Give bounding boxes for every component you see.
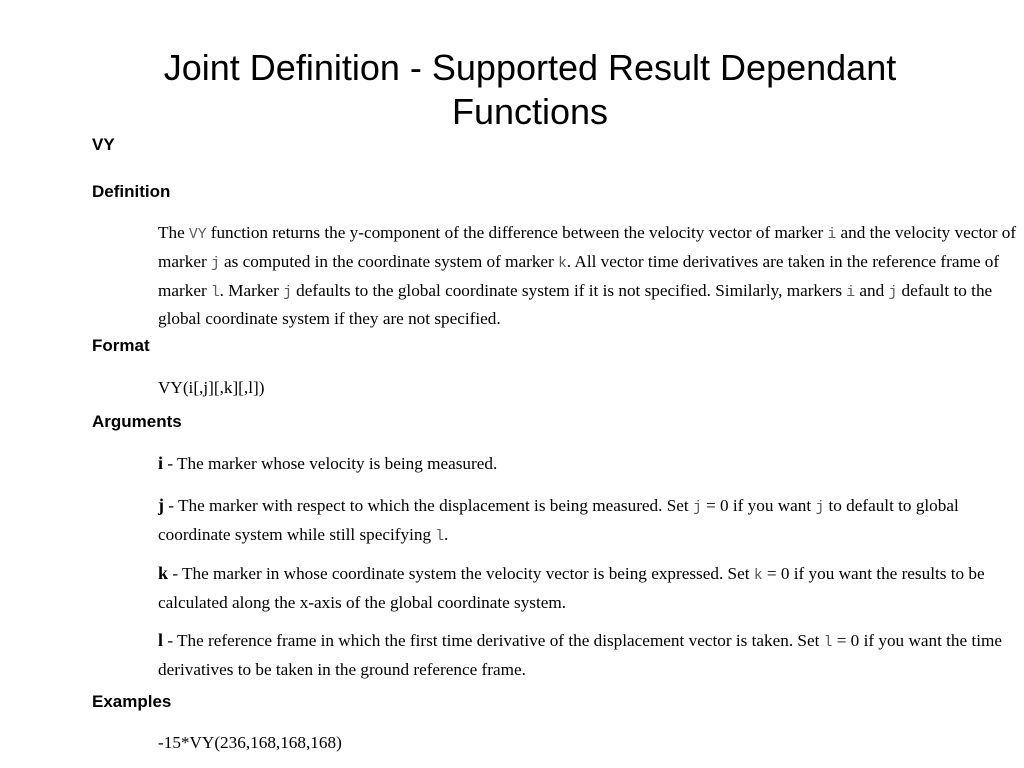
page-title-line-1: Joint Definition - Supported Result Dependant: [163, 47, 897, 88]
definition-text: and: [855, 280, 889, 300]
definition-text: The: [158, 223, 190, 242]
argument-description: - The marker with respect to which the displacement is being measured. Set: [164, 496, 693, 515]
code-term: VY: [189, 227, 207, 243]
argument-name: i: [158, 453, 164, 473]
function-name-heading: VY: [92, 135, 115, 154]
argument-name: l: [158, 630, 164, 650]
definition-text: . Marker: [219, 280, 284, 300]
code-term: i: [846, 284, 856, 301]
definition-text: function returns the y-component of the difference between the velocity vector of marker: [206, 223, 828, 242]
argument-description: - The marker in whose coordinate system the velocity vector is being expressed. Set: [168, 564, 754, 583]
argument-description: .: [444, 524, 449, 544]
definition-text: defaults to the global coordinate system if it is not specified. Similarly, markers: [291, 280, 847, 300]
code-term: j: [888, 284, 898, 301]
argument-description: to default to global coordinate system while still specifying: [158, 496, 959, 544]
code-term: l: [210, 284, 220, 301]
arguments-heading: Arguments: [92, 412, 182, 431]
argument-description: = 0 if you want: [701, 496, 816, 515]
format-heading: Format: [92, 336, 150, 355]
argument-description: - The marker whose velocity is being measured.: [163, 454, 498, 473]
code-term: j: [210, 255, 220, 272]
definition-text: default to the global coordinate system if they are not specified.: [158, 280, 993, 329]
example-expression: -15*VY(236,168,168,168): [158, 733, 342, 752]
argument-description: = 0 if you want the results to be calculated along the x-axis of the global coordinate system.: [158, 564, 985, 612]
format-syntax: VY(i[,j][,k][,l]): [158, 378, 265, 397]
argument-name: j: [158, 495, 164, 515]
page-title: [60, 46, 1000, 134]
code-term: l: [435, 528, 445, 545]
page-title-line-2: Functions: [451, 91, 609, 132]
code-term: j: [283, 284, 292, 301]
argument-description: = 0 if you want the time derivatives to be taken in the ground reference frame.: [158, 631, 1002, 679]
code-term: j: [693, 500, 702, 516]
argument-l: [158, 628, 1024, 683]
code-term: l: [823, 635, 833, 651]
argument-name: k: [158, 563, 169, 583]
definition-heading: Definition: [92, 182, 171, 201]
code-term: k: [558, 255, 567, 272]
argument-i: [158, 451, 1024, 477]
examples-heading: Examples: [92, 692, 172, 711]
definition-paragraph: [158, 220, 1024, 332]
definition-text: . All vector time derivatives are taken in the reference frame of marker: [158, 251, 1000, 300]
argument-j: [158, 493, 1024, 551]
code-term: k: [753, 568, 763, 584]
argument-k: [158, 561, 1024, 616]
definition-text: and the velocity vector of marker: [158, 223, 1017, 271]
definition-text: as computed in the coordinate system of marker: [219, 251, 559, 271]
code-term: i: [827, 227, 837, 243]
argument-description: - The reference frame in which the first time derivative of the displacement vector is taken. Set: [163, 631, 824, 650]
code-term: j: [815, 500, 825, 516]
